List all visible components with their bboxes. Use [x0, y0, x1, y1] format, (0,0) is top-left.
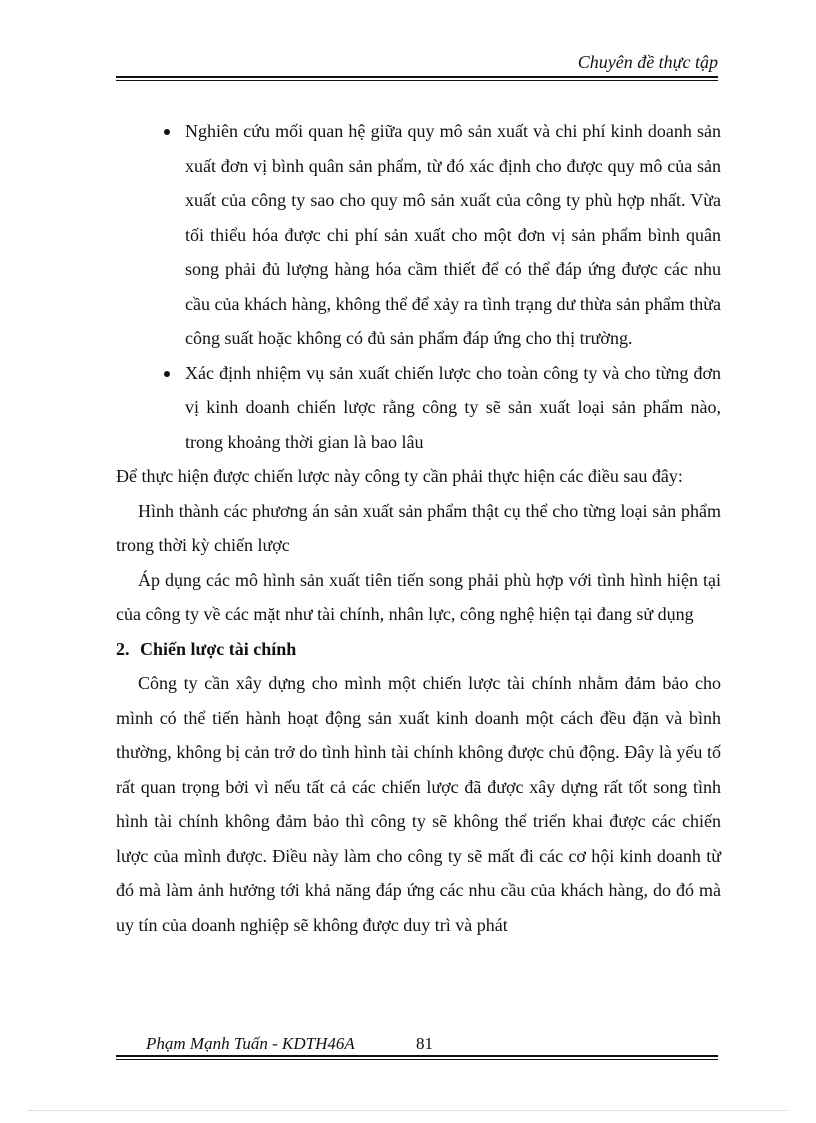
bullet-dot-icon — [164, 371, 170, 377]
page-content — [116, 114, 721, 942]
footer-rule-thin — [116, 1059, 718, 1060]
paragraph: Áp dụng các mô hình sản xuất tiên tiến song phải phù hợp với tình hình hiện tại của công ty về các mặt như tài chính, nhân lực, công nghệ hiện tại đang sử dụng — [116, 569, 721, 624]
paragraph: Công ty cần xây dựng cho mình một chiến lược tài chính nhằm đảm bảo cho mình có thể tiến hành hoạt động sản xuất kinh doanh một cách đều đặn và bình thường, không bị cản trở do tình hình tài chính không được chủ động. Đây là yếu tố rất quan trọng bởi vì nếu tất cả các chiến lược đã được xây dựng rất tốt song tình hình tài chính không đảm bảo thì công ty sẽ không thể triển khai được các chiến lược của mình được. Điều này làm cho công ty sẽ mất đi các cơ hội kinh doanh từ đó mà làm ảnh hưởng tới khả năng đáp ứng các nhu cầu của khách hàng, do đó mà uy tín của doanh nghiệp sẽ không được duy trì và phát — [116, 673, 721, 935]
footer-rule — [116, 1055, 718, 1057]
bullet-item — [116, 114, 721, 356]
section-number: 2. — [116, 638, 130, 659]
section-title: Chiến lược tài chính — [140, 638, 297, 659]
bullet-item — [116, 356, 721, 460]
header-title: Chuyên đề thực tập — [577, 52, 718, 72]
bullet-text: Xác định nhiệm vụ sản xuất chiến lược cho toàn công ty và cho từng đơn vị kinh doanh chiến lược rằng công ty sẽ sản xuất loại sản phẩm nào, trong khoảng thời gian là bao lâu — [185, 362, 721, 452]
header-rule-thin — [116, 80, 718, 81]
intro-line: Để thực hiện được chiến lược này công ty cần phải thực hiện các điều sau đây: — [116, 466, 683, 486]
header-rule — [116, 76, 718, 78]
section-heading — [116, 632, 721, 667]
page-bottom-dotted-line — [28, 1110, 788, 1111]
footer-author: Phạm Mạnh Tuấn - KDTH46A — [146, 1034, 355, 1053]
paragraph: Hình thành các phương án sản xuất sản phẩm thật cụ thể cho từng loại sản phẩm trong thời kỳ chiến lược — [116, 500, 721, 555]
bullet-text: Nghiên cứu mối quan hệ giữa quy mô sản xuất và chi phí kinh doanh sản xuất đơn vị bình quân sản phẩm, từ đó xác định cho được quy mô của sản xuất của công ty sao cho quy mô sản xuất của công ty phù hợp nhất. Vừa tối thiểu hóa được chi phí sản xuất cho một đơn vị sản phẩm bình quân song phải đủ lượng hàng hóa cầm thiết để có thể đáp ứng được các nhu cầu của khách hàng, không thể để xảy ra tình trạng dư thừa sản phẩm thừa công suất hoặc không có đủ sản phẩm đáp ứng cho thị trường. — [185, 121, 721, 348]
page-number: 81 — [416, 1034, 433, 1053]
bullet-dot-icon — [164, 129, 170, 135]
